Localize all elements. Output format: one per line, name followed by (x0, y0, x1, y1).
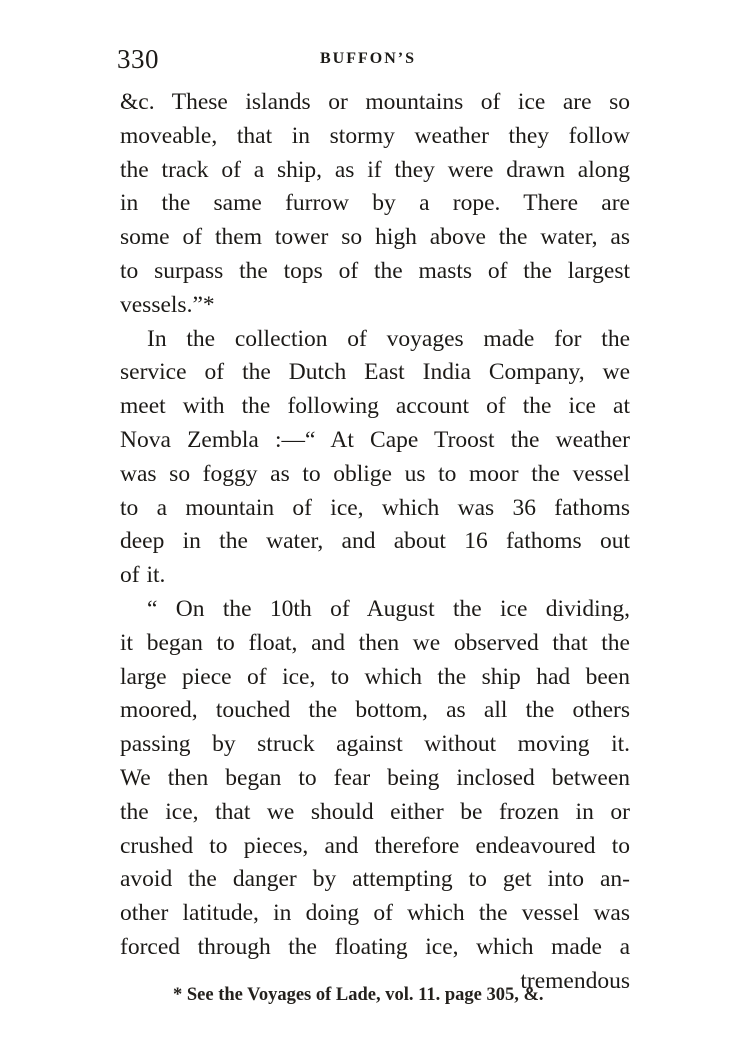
text-line: vessels.”* (120, 291, 215, 318)
text-line: moveable, that in stormy weather they follow (120, 122, 630, 149)
text-line: forced through the floating ice, which made a (120, 933, 630, 960)
text-line: it began to float, and then we observed that the (120, 629, 630, 656)
text-line: of it. (120, 562, 166, 589)
text-line: the ice, that we should either be frozen in or (120, 798, 630, 825)
text-line: to a mountain of ice, which was 36 fathoms (120, 494, 630, 521)
footnote: * See the Voyages of Lade, vol. 11. page 305, &. (173, 985, 544, 1005)
text-line: deep in the water, and about 16 fathoms out (120, 528, 630, 555)
running-head (115, 40, 635, 80)
text-line: to surpass the tops of the masts of the largest (120, 257, 630, 284)
text-line: Nova Zembla :—“ At Cape Troost the weather (120, 426, 630, 453)
text-line: passing by struck against without moving it. (120, 731, 630, 758)
body-text (120, 86, 630, 999)
text-line: moored, touched the bottom, as all the others (120, 697, 630, 724)
text-line: meet with the following account of the ice at (120, 393, 630, 420)
paragraph-first-line: In the collection of voyages made for the (147, 325, 630, 352)
page-number: 330 (117, 44, 159, 74)
text-line: in the same furrow by a rope. There are (120, 190, 630, 217)
text-line: crushed to pieces, and therefore endeavoured to (120, 832, 630, 859)
text-line: some of them tower so high above the water, as (120, 224, 630, 251)
paragraph-first-line: “ On the 10th of August the ice dividing, (147, 595, 630, 622)
text-line: service of the Dutch East India Company, we (120, 359, 630, 386)
text-line: We then began to fear being inclosed between (120, 764, 630, 791)
text-line: &c. These islands or mountains of ice are so (120, 89, 630, 115)
text-line: the track of a ship, as if they were drawn along (120, 156, 630, 183)
text-line: other latitude, in doing of which the vessel was (120, 900, 630, 927)
text-line: large piece of ice, to which the ship had been (120, 663, 630, 690)
text-line: was so foggy as to oblige us to moor the vessel (120, 460, 630, 487)
catchword: tremendous (520, 967, 630, 994)
text-line: avoid the danger by attempting to get into an- (120, 866, 630, 893)
running-title: BUFFON’S (320, 50, 416, 67)
